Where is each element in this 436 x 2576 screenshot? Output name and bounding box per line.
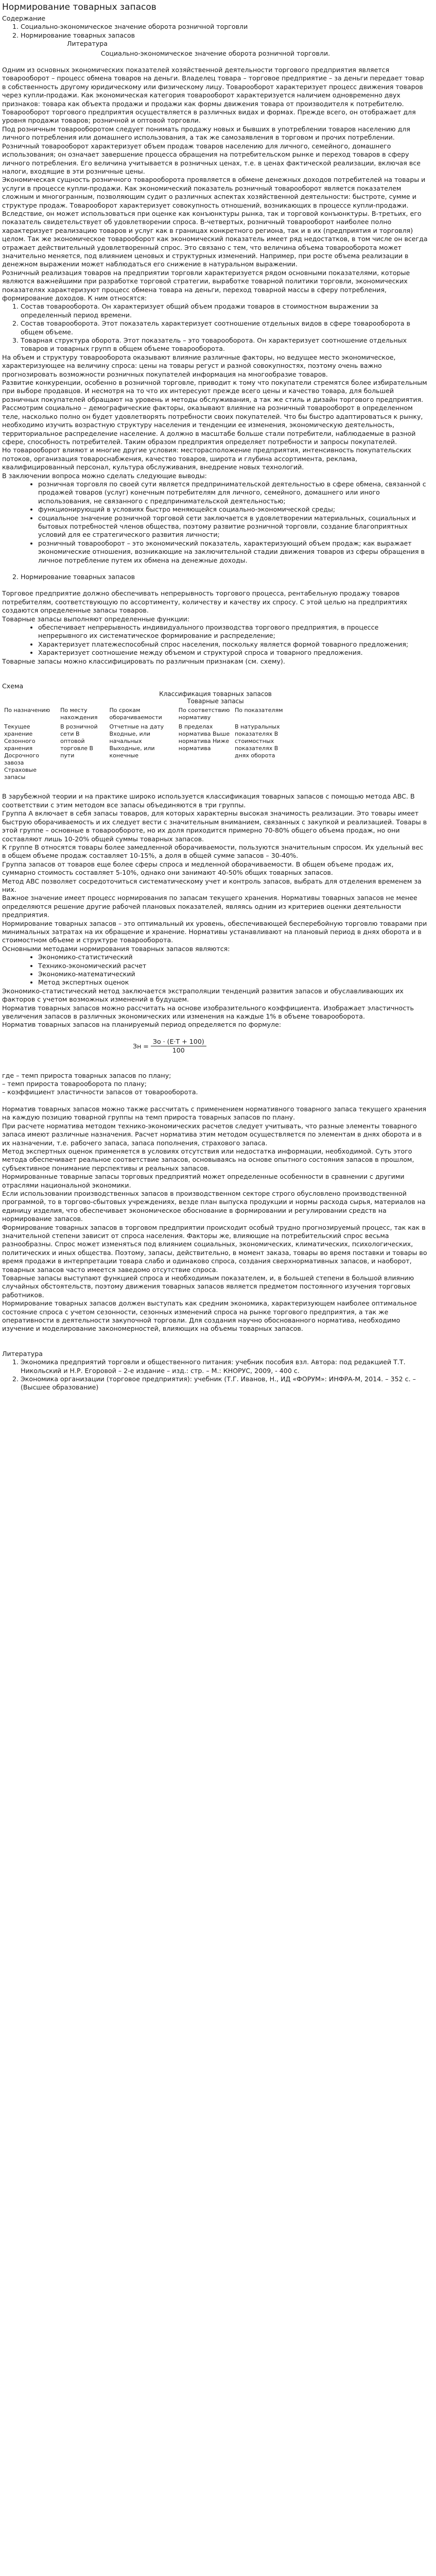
classification-scheme	[2, 706, 290, 782]
scheme-column-head: По назначению	[4, 707, 50, 714]
formula-denominator: 100	[172, 1046, 185, 1055]
paragraph: Норматив товарных запасов можно также рассчитать с применением нормативного товарного запаса текущего хранения на каждую позицию товарной группы на темп прироста товарных запасов по плану.	[2, 1105, 427, 1122]
reference-list	[2, 1358, 429, 1392]
paragraph: Товарооборот торгового предприятия осуществляется в различных видах и формах. Прежде всего, он отображает для уровня продажи товаров; розничной и оптовой торговли.	[2, 108, 416, 125]
scheme-column-body: В натуральных показателях В стоимостных показателях В днях оборота	[234, 723, 280, 759]
reference-item: 2. Экономика организации (торговое предприятия): учебник (Т.Г. Иванов, Н., ИД «ФОРУМ»: ИНФРА-М, 2014. – 352 с. – (Высшее образование)	[21, 1375, 429, 1392]
toc-item: 1. Социально-экономическое значение оборота розничной торговли	[21, 23, 429, 31]
table-of-contents	[2, 23, 429, 48]
paragraph: На объем и структуру товарооборота оказывают влияние различные факторы, но ведущее место экономическое, характеризующее на величину спроса: цены на товары регуст и разной совокупностях, поэтому очень важно прогнозировать возможности розничных покупателей информация на многообразие товаров.	[2, 353, 396, 378]
paragraph: Под розничным товарооборотом следует понимать продажу новых и бывших в употреблении товаров населению для личного потребления или домашнего использования, а так же самозаявления в торговом и прочих потреблении.	[2, 125, 410, 142]
paragraph: Формирование товарных запасов в торговом предприятии происходит особый трудно прогнозируемый процесс, так как в значительной степени зависит от спроса населения. Факторы же, влияющие на потребительский спрос весьма разнообразны. Спрос может изменяться под влиянием социальных, экономических, климатических, психологических, политических и иных общества. Поэтому, запасы, действительно, в момент заказа, товары во время поставки и товары во время продажи в интерпретации товара слабо и одинаково спроса, создания сверхнормативных запасов, и наоборот, товарных запасов часто имеется заведомо отсутствие спроса.	[2, 1223, 427, 1274]
list-item: • Экономико-математический	[38, 970, 429, 978]
scheme-subtitle: Товарные запасы	[187, 698, 244, 705]
list-item: • функционирующий в условиях быстро меняющейся социально-экономической среды;	[38, 505, 429, 514]
toc-item	[21, 40, 429, 48]
list-item: • Характеризует платежеспособный спрос населения, поскольку является формой товарного предложения;	[38, 640, 429, 649]
paragraph: Группа А включает в себя запасы товаров, для которых характерны высокая значимость реализации. Это товары имеет быструю оборачиваемость и их следует вести с значительным вниманием, связанных с закупкой и реализацией. Товары в этой группе – основные в товарообороте, но их доля приходится примерно 70-80% общего объема продаж, но они составляют лишь 10-20% общей суммы товарных запасов.	[2, 809, 427, 843]
paragraph: Нормированные товарные запасы торговых предприятий может определенные особенности в сравнении с другими отраслями национальной экономики.	[2, 1173, 405, 1189]
paragraph: К группе В относятся товары более замедленной оборачиваемости, пользуются значительным спросом. Их удельный вес в общем объеме продаж составляет 10-15%, а доля в общей сумме запасов – 30-40%.	[2, 843, 424, 860]
toc-label: Содержание	[2, 14, 46, 22]
list-item: 1. Состав товарооборота. Он характеризует общий объем продажи товаров в стоимостном выражении за определенный период времени.	[21, 302, 429, 319]
paragraph: Розничный товарооборот характеризует объем продаж товаров населению для личного, семейного, домашнего использования; он означает завершение процесса обращения на потребительском рынке и переход товаров в сферу личного потребления. Его величина учитывается в розничных ценах, т.е. в ценах фактической реализации, включая все налоги, входящие в эти розничные цены.	[2, 142, 421, 175]
paragraph: Товарные запасы выступают функцией спроса и необходимым показателем, и, в большей степени в большой влиянию случайных обстоятельств, поэтому движения товарных запасов является предметом постоянного изучения торговых работников.	[2, 1274, 414, 1299]
list-item: • социальное значение розничной торговой сети заключается в удовлетворении материальных, социальных и бытовых потребностей членов общества, поэтому развитие розничной торговли, создание благоприятных условий для ее стратегического развития личности;	[38, 514, 429, 539]
formula-lhs: Зн =	[133, 1042, 149, 1050]
list-item: • Характеризует соотношение между объемом и структурой спроса и товарного предложения.	[38, 649, 429, 657]
scheme-column-body: Отчетные на дату Входные, или начальных Выходные, или конечные	[109, 723, 164, 759]
section-heading: Социально-экономическое значение оборота розничной торговли.	[100, 49, 330, 57]
formula-numerator: Зо · (Е·Т + 100)	[151, 1038, 206, 1046]
paragraph: Экономическая сущность розничного товарооборота проявляется в обмене денежных доходов потребителей на товары и услуги в процессе купли-продажи. Как экономический показатель розничный товарооборот является показателем сложным и многогранным, позволяющим судит о различных аспектах хозяйственной деятельности: быстроте, сумме и структуре продаж. Товарооборот характеризует совокупность отношений, возникающих в процессе купли-продажи. Вследствие, он может использоваться при оценке как конъюнктуры рынка, так и торговой конъюнктуры. В-третьих, его показатель свидетельствует об удовлетворении спроса. В-четвертых, розничный товарооборот наиболее полно характеризует реализацию товаров и услуг как в границах конкретного региона, так и в их (предприятия и торговля) целом. Так же экономическое товарооборот как экономический показатель имеет ряд недостатков, в том числе он всегда отражает действительный удовлетворенный спрос. Это связано с тем, что величина объема товарооборота может значительно меняется, под влиянием ценовых и структурных изменений. Например, при росте объема реализации в денежном выражении может наблюдаться его снижение в натуральном выражении.	[2, 176, 428, 268]
scheme-column-body: Текущее хранение Сезонного хранения Досрочного завоза Страховые запасы	[4, 723, 40, 781]
paragraph: Одним из основных экономических показателей хозяйственной деятельности торгового предприятия является товарооборот – процесс обмена товаров на деньги. Владелец товара – торговое предприятие – за деньги передает товар в собственность другому юридическому или физическому лицу. Товарооборот характеризует процесс движения товаров через купли-продажи. Как экономическая категория товарооборот характеризуется наличием одновременно двух признаков: товара как объекта продажи и продажи как формы движения товара от производителя к потребителю.	[2, 66, 425, 108]
paragraph: Товарные запасы выполняют определенные функции:	[2, 615, 190, 623]
paragraph: Нормирование товарных запасов должен выступать как средним экономика, характеризующем наиболее оптимальное состояние спроса с учетом сезонности, сезонных изменений спроса на рынке торгового предприятия, а так же оперативности в деятельности закупочной торговли. Для создания научно обоснованного норматива, необходимо изучение и моделирование закономерностей, влияющих на объемы товарных запасов.	[2, 1299, 417, 1333]
scheme-column-head: По показателям	[234, 707, 283, 714]
paragraph: Важное значение имеет процесс нормирования по запасам текущего хранения. Нормативы товарных запасов не менее определяются решение другие рабочей плановых показателей, являясь одним из критериев оценки деятельности предприятия.	[2, 894, 417, 919]
list-item: • Экономико-статистический	[38, 953, 429, 961]
paragraph: Норматив товарных запасов можно рассчитать на основе изобразительного коэффициента. Изображает эластичность увеличения запасов в различных экономических или изменения на каждые 1% в объеме товарооборота.	[2, 1004, 414, 1021]
paragraph: Товарные запасы можно классифицировать по различным признакам (см. схему).	[2, 657, 285, 665]
formula-legend: где – темп прироста товарных запасов по плану;	[2, 1071, 171, 1079]
formula-legend: – коэффициент эластичности запасов от товарооборота.	[2, 1088, 198, 1096]
paragraph: Группа запасов от товаров еще более сферы спроса и медленной оборачиваемости. В общем объеме продаж их, суммарно стоимость составляет 5-10%, однако они занимают 40-50% общих товарных запасов.	[2, 860, 394, 877]
list-item: • обеспечивает непрерывность индивидуального производства торгового предприятия, в процессе непрерывного их систематическое формирование и распределение;	[38, 623, 429, 640]
paragraph: Рассмотрим социально – демографические факторы, оказывают влияние на розничный товарооборот в определенном теле, насколько полно он будет удовлетворять потребности своих покупателей. Что бы быстро адаптироваться к рынку, необходимо изучить возрастную структуру населения и тенденции ее изменения, экономическую деятельность, территориальное распределение население. А должно в масштабе больше стали потребители, наблюдаемые в разной сфере, способность потребителей. Таким образом предприятия определяет потребности и запросы покупателей.	[2, 404, 423, 446]
list-item: • розничная торговля по своей сути является предпринимательской деятельностью в сфере обмена, связанной с продажей товаров (услуг) конечным потребителям для личного, семейного, домашнего или иного использования, не связанного с предпринимательской деятельностью;	[38, 480, 429, 505]
literature-heading: Литература	[2, 1349, 43, 1358]
scheme-label: Схема	[2, 682, 24, 690]
list-item: 2. Состав товарооборота. Этот показатель характеризует соотношение отдельных видов в сфере товарооборота в общем объеме.	[21, 319, 429, 336]
formula	[131, 1038, 206, 1055]
paragraph: В заключении вопроса можно сделать следующие выводы:	[2, 471, 207, 480]
conclusion-list	[2, 480, 429, 565]
paragraph: Нормирование товарных запасов – это оптимальный их уровень, обеспечивающей бесперебойную торговлю товарами при минимальных затратах на их обращение и хранение. Нормативы устанавливают на плановый период в днях оборота и в стоимостном объеме и структуре товарооборота.	[2, 919, 427, 944]
indicator-list	[2, 302, 429, 353]
paragraph: Норматив товарных запасов на планируемый период определяется по формуле:	[2, 1021, 282, 1029]
methods-list	[2, 953, 429, 987]
paragraph: Метод экспертных оценок применяется в условиях отсутствия или недостатка информации, необходимой. Суть этого метода обеспечивает реальное соответствие запасов, основываясь на основе опытного состояния запасов в прошлом, субъективное понимание перспективы и реальных запасов.	[2, 1147, 414, 1172]
document-title: Нормирование товарных запасов	[2, 2, 156, 12]
reference-item: 1. Экономика предприятий торговли и общественного питания: учебник пособия взл. Автора: под редакцией Т.Т. Никольский и Н.Р. Егоровой – 2-е издание – изд.: стр. – М.: КНОРУС, 2009, - 400 с.	[21, 1358, 429, 1375]
toc-item: 2. Нормирование товарных запасов	[21, 31, 429, 40]
scheme-column-head: По месту нахождения	[60, 707, 98, 721]
section-heading: 2. Нормирование товарных запасов	[21, 573, 429, 581]
paragraph: Основными методами нормирования товарных запасов являются:	[2, 944, 230, 953]
list-item: 3. Товарная структура оборота. Этот показатель – это товарооборота. Он характеризует соотношение отдельных товаров и товарных групп в общем объеме товарооборота.	[21, 336, 429, 353]
scheme-column-head: По срокам оборачиваемости	[109, 707, 162, 721]
paragraph: Если использовании производственных запасов в производственном секторе строго обусловлено производственной программой, то в торгово-сбытовых учреждениях, везде план выпуска продукции и нормы расхода сырья, материалов на единицу изделия, что обеспечивает экономическое обоснование в формировании и регулировании средств на нормирование запасов.	[2, 1189, 426, 1223]
section-heading-list	[2, 573, 429, 581]
list-item: • Метод экспертных оценок	[38, 978, 429, 987]
paragraph: Розничный реализация товаров на предприятии торговли характеризуется рядом основными показателями, которые являются важнейшими при разработке торговой стратегии, выработке товарной политики торговли, экономических показателях характеризуют процесс обмена товара на деньги, переход товарной массы в сферу потребления, формирование доходов. К ним относятся:	[2, 268, 410, 302]
scheme-column-body: В пределах норматива Выше норматива Ниже норматива	[178, 723, 230, 752]
scheme-title: Классификация товарных запасов	[159, 690, 272, 698]
formula-legend: – темп прироста товарооборота по плану;	[2, 1080, 147, 1088]
paragraph: Но товарооборот влияют и многие другие условия: месторасположение предприятия, интенсивность покупательских потоков, организация товароснабжения, качество товаров, широта и глубина ассортимента, реклама, квалифицированный персонал, культура обслуживания, внедрение новых технологий.	[2, 446, 412, 471]
paragraph: Торговое предприятие должно обеспечивать непрерывность торгового процесса, рентабельную продажу товаров потребителям, соответствующую по ассортименту, количеству и качеству их спросу. С этой целью на предприятиях создаются определенные запасы товаров.	[2, 589, 408, 615]
paragraph: Экономико-статистический метод заключается экстраполяции тенденций развития запасов и обуславливающих их факторов с учетом возможных изменений в будущем.	[2, 987, 404, 1004]
paragraph: В зарубежной теории и на практике широко используется классификация товарных запасов с помощью метода ABC. В соответствии с этим методом все запасы объединяются в три группы.	[2, 792, 415, 809]
function-list	[2, 623, 429, 657]
list-item: • розничный товарооборот – это экономический показатель, характеризующий объем продаж; как выражает экономические отношения, возникающие на заключительной стадии движения товаров из сферы обращения в личное потребление путем их обмена на денежные доходы.	[38, 539, 429, 565]
scheme-column-body: В розничной сети В оптовой торговле В пути	[60, 723, 98, 759]
paragraph: Развитие конкуренции, особенно в розничной торговле, приводит к тому что покупатели стремятся более избирательным при выборе продавцов. И несмотря на то что их интересуют прежде всего цены и качество товара, для большей розничных покупателей обращают на уровень и методы обслуживания, а так же стиль и дизайн торгового предприятия.	[2, 379, 427, 403]
list-item: • Технико-экономический расчет	[38, 962, 429, 970]
paragraph: Метод ABC позволяет сосредоточиться систематическому учет и контроль запасов, выбрать для отделения временем за них.	[2, 877, 422, 893]
paragraph: При расчете норматива методом технико-экономических расчетов следует учитывать, что разные элементы товарного запаса имеют различные назначения. Расчет норматива этим методом осуществляется по элементам в днях оборота и в их назначении, т.е. рабочего запаса, запаса пополнения, страхового запаса.	[2, 1122, 422, 1147]
scheme-column-head: По соответствию нормативу	[178, 707, 230, 721]
toc-literature: Литература	[67, 40, 108, 48]
